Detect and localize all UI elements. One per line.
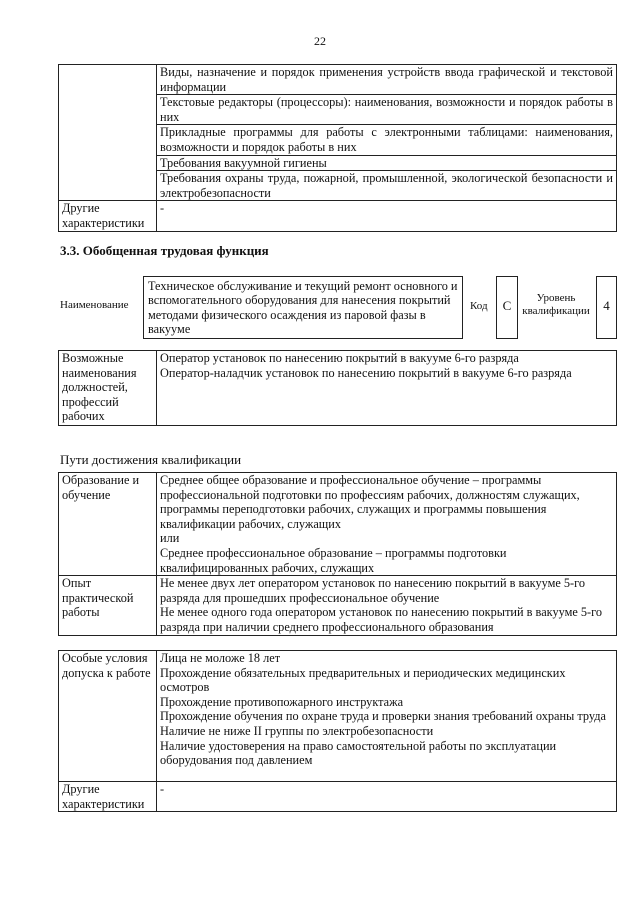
name-label: Наименование [60, 299, 129, 311]
admission-item: Прохождение обучения по охране труда и проверки знания требований охраны труда [160, 709, 606, 724]
education-item: Среднее общее образование и профессиональное обучение – программы профессиональной подготовки по профессиям рабочих, должностям служащих, программы переподготовки рабочих, служащих и программы повышения квалификации рабочих, служащих [160, 473, 580, 531]
knowledge-item: Текстовые редакторы (процессоры): наименования, возможности и порядок работы в них [157, 95, 617, 125]
table-row [59, 201, 617, 231]
education-item: Среднее профессиональное образование – программы подготовки квалифицированных рабочих, служащих [160, 545, 507, 575]
table-row [59, 473, 617, 576]
admission-item: Наличие удостоверения на право самостоятельной работы по эксплуатации оборудования под давлением [160, 738, 557, 768]
admission-values [157, 651, 617, 782]
function-name-box [143, 276, 463, 339]
positions-label: Возможные наименования должностей, профессий рабочих [59, 351, 157, 426]
admission-item: Наличие не ниже II группы по электробезопасности [160, 723, 434, 738]
level-label: Уровень квалификации [522, 292, 590, 317]
education-item: или [160, 531, 180, 546]
qualification-table [58, 472, 617, 636]
positions-table [58, 350, 617, 426]
knowledge-item: Прикладные программы для работы с электронными таблицами: наименования, возможности и порядок работы в них [157, 125, 617, 155]
function-name-value: Техническое обслуживание и текущий ремонт основного и вспомогательного оборудования для нанесения покрытий методами физического осаждения из паровой фазы в вакууме [148, 279, 458, 336]
code-label: Код [470, 300, 488, 312]
section-title: 3.3. Обобщенная трудовая функция [60, 243, 269, 258]
page-number: 22 [314, 34, 326, 48]
other-characteristics-value: - [157, 201, 617, 231]
other-characteristics-label: Другие характеристики [59, 201, 157, 231]
admission-item: Лица не моложе 18 лет [160, 651, 281, 665]
experience-label: Опыт практической работы [59, 576, 157, 635]
position-item: Оператор-наладчик установок по нанесению покрытий в вакууме 6-го разряда [160, 365, 572, 380]
admission-label: Особые условия допуска к работе [59, 651, 157, 782]
code-value: C [502, 298, 512, 313]
admission-table [58, 650, 617, 812]
knowledge-item: Требования вакуумной гигиены [157, 155, 617, 171]
experience-item: Не менее двух лет оператором установок по нанесению покрытий в вакууме 5-го разряда для прошедших профессиональное обучение [160, 576, 586, 605]
knowledge-item: Требования охраны труда, пожарной, промышленной, экологической безопасности и электробезопасности [157, 171, 617, 201]
table-row [59, 782, 617, 812]
table-row [59, 576, 617, 635]
table-row [59, 65, 617, 95]
level-value: 4 [603, 298, 610, 313]
empty-label-cell [59, 65, 157, 201]
education-values [157, 473, 617, 576]
level-box [596, 276, 617, 339]
position-item: Оператор установок по нанесению покрытий в вакууме 6-го разряда [160, 351, 519, 365]
table-row [59, 651, 617, 782]
paths-title: Пути достижения квалификации [60, 452, 242, 467]
code-box [496, 276, 518, 339]
top-knowledge-table [58, 64, 617, 232]
experience-item: Не менее одного года оператором установок по нанесению покрытий в вакууме 5-го разряда при наличии среднего профессионального образования [160, 605, 603, 634]
education-label: Образование и обучение [59, 473, 157, 576]
experience-values [157, 576, 617, 635]
table-row [59, 351, 617, 426]
knowledge-item: Виды, назначение и порядок применения устройств ввода графической и текстовой информации [157, 65, 617, 95]
other-characteristics-value: - [157, 782, 617, 812]
other-characteristics-label: Другие характеристики [59, 782, 157, 812]
admission-item: Прохождение противопожарного инструктажа [160, 694, 404, 709]
positions-values [157, 351, 617, 426]
admission-item: Прохождение обязательных предварительных и периодических медицинских осмотров [160, 665, 566, 695]
